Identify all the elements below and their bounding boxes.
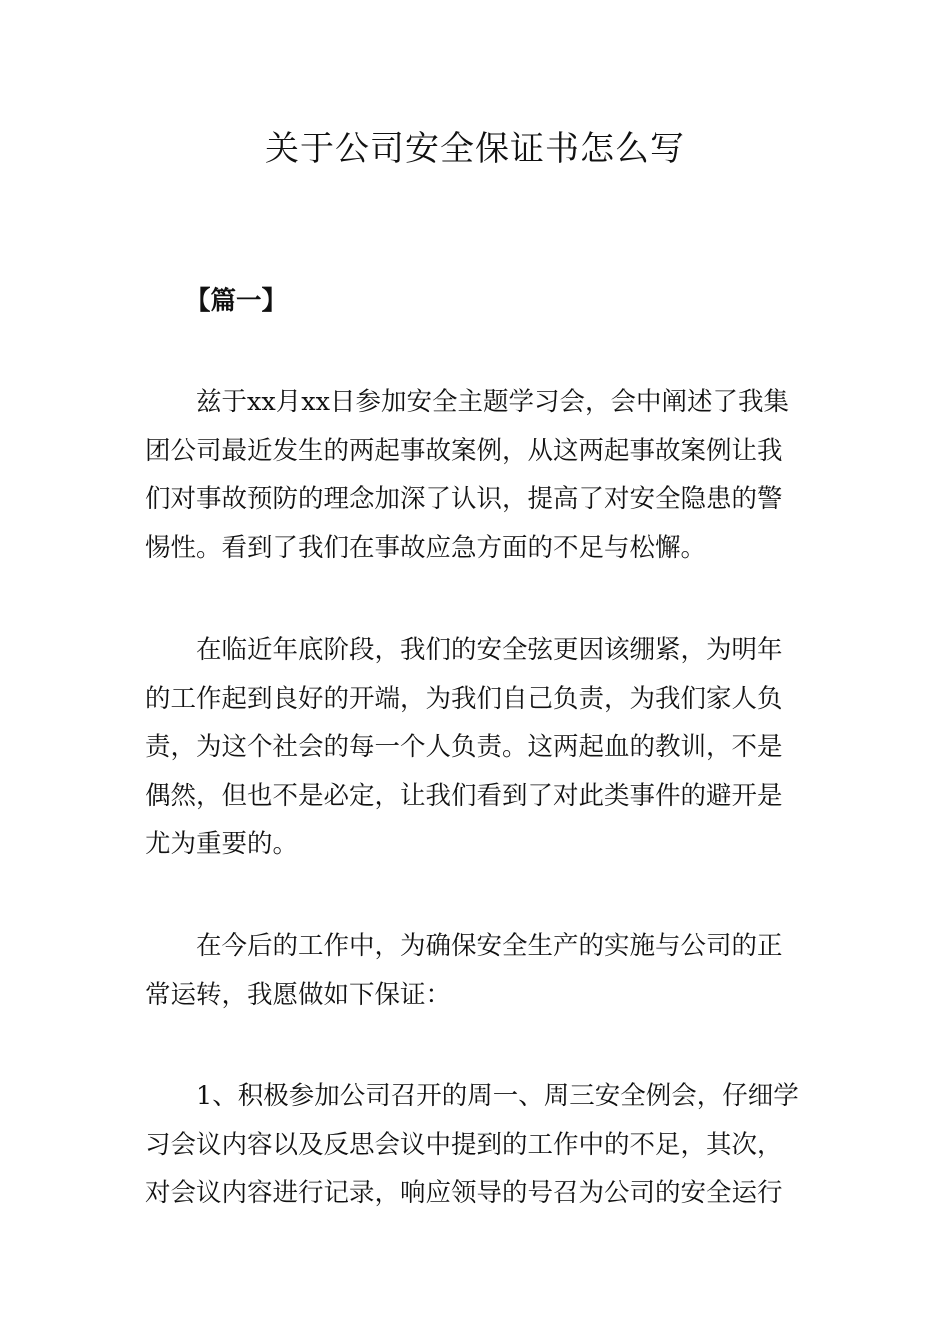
paragraph-2: [145, 626, 810, 869]
paragraph-line: 在今后的工作中，为确保安全生产的实施与公司的正: [196, 931, 783, 961]
paragraph-line: 惕性。看到了我们在事故应急方面的不足与松懈。: [145, 532, 707, 563]
paragraph-line: 1、积极参加公司召开的周一、周三安全例会，仔细学: [196, 1081, 799, 1111]
paragraph-1: [145, 378, 810, 572]
paragraph-line: 在临近年底阶段，我们的安全弦更因该绷紧，为明年: [196, 635, 783, 665]
paragraph-line: 习会议内容以及反思会议中提到的工作中的不足，其次，: [145, 1129, 783, 1160]
paragraph-line: 责，为这个社会的每一个人负责。这两起血的教训，不是: [145, 732, 783, 762]
paragraph-line: 常运转，我愿做如下保证：: [145, 979, 452, 1010]
paragraph-line: 们对事故预防的理念加深了认识，提高了对安全隐患的警: [145, 484, 783, 514]
section-label: 【篇一】: [185, 286, 288, 316]
paragraph-line: 偶然，但也不是必定，让我们看到了对此类事件的避开是: [145, 780, 783, 811]
paragraph-3: [145, 922, 810, 1019]
paragraph-line: 的工作起到良好的开端，为我们自己负责，为我们家人负: [145, 683, 783, 714]
document-title: 关于公司安全保证书怎么写: [265, 129, 685, 169]
paragraph-line: 对会议内容进行记录，响应领导的号召为公司的安全运行: [145, 1178, 783, 1208]
paragraph-4: [145, 1072, 810, 1218]
paragraph-line: 兹于xx月xx日参加安全主题学习会，会中阐述了我集: [196, 387, 790, 417]
paragraph-line: 尤为重要的。: [145, 829, 299, 859]
paragraph-line: 团公司最近发生的两起事故案例，从这两起事故案例让我: [145, 435, 783, 466]
